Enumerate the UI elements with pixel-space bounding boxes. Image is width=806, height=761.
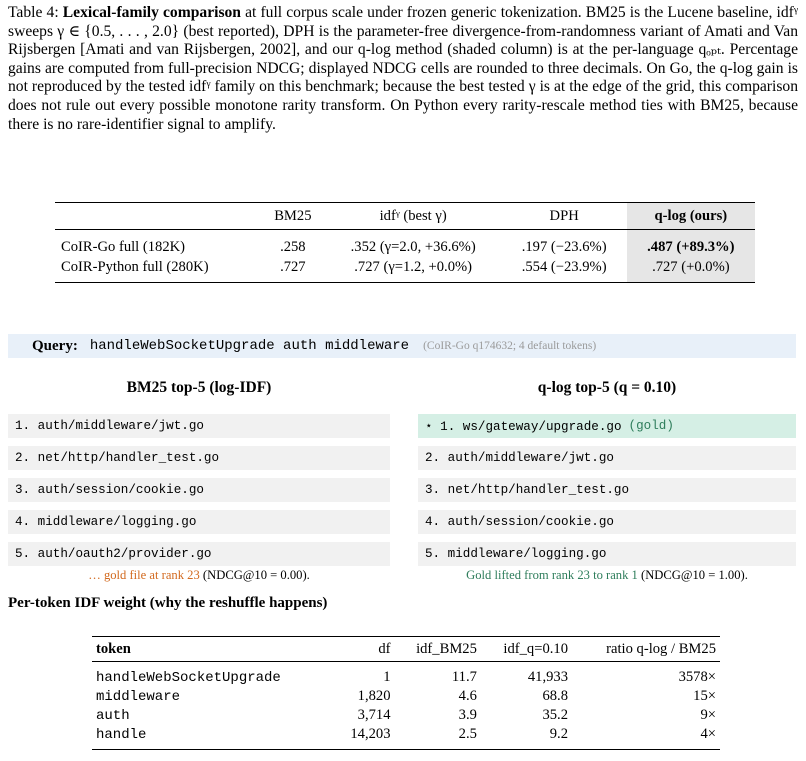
bm25-title: BM25 top-5 (log-IDF): [126, 379, 272, 396]
idf-cell-token: middleware: [96, 688, 181, 705]
idf-header-token: token: [92, 637, 334, 662]
bm25-footer-highlight: … gold file at rank 23: [88, 568, 200, 582]
cell-idf: .352 (γ=2.0, +36.6%): [350, 238, 476, 255]
idf-row: [92, 687, 720, 706]
idf-header-ratio: ratio q-log / BM25: [572, 637, 720, 662]
qlog-title: q-log top-5 (q = 0.10): [537, 379, 677, 396]
idf-row: [92, 725, 720, 750]
bm25-footer: [8, 568, 390, 583]
bm25-result-item: 4. middleware/logging.go: [8, 510, 390, 534]
qlog-result-item: 4. auth/session/cookie.go: [418, 510, 796, 534]
qlog-gold-result-item: [418, 414, 796, 438]
idf-cell-token: auth: [96, 707, 130, 724]
comparison-header-row: [55, 203, 755, 230]
qlog-footer-highlight: Gold lifted from rank 23 to rank 1: [466, 568, 638, 582]
comparison-header-idf: idfᵞ (best γ): [325, 203, 502, 230]
idf-cell-df: 1: [383, 669, 391, 685]
idf-cell-token: handleWebSocketUpgrade: [96, 669, 281, 686]
idf-cell-ratio: 4×: [572, 725, 720, 750]
qlog-footer-rest: (NDCG@10 = 1.00).: [637, 568, 748, 582]
comparison-header-bm25: BM25: [261, 203, 325, 230]
cell-dph: .197 (−23.6%): [521, 238, 607, 255]
qlog-result-item: 5. middleware/logging.go: [418, 542, 796, 566]
table-caption: [8, 4, 798, 134]
row-name: CoIR-Go full (182K): [61, 238, 186, 255]
idf-section-heading: Per-token IDF weight (why the reshuffle happens): [8, 595, 328, 611]
gold-item-path: ⋆ 1. ws/gateway/upgrade.go: [425, 420, 622, 434]
cell-dph: .554 (−23.9%): [502, 257, 627, 283]
idf-cell-ratio: 9×: [700, 707, 716, 723]
comparison-table: [55, 202, 755, 283]
qlog-result-list: [418, 414, 796, 574]
idf-cell-ratio: 15×: [693, 688, 716, 704]
cell-bm25: .727: [261, 257, 325, 283]
idf-header-df: df: [334, 637, 394, 662]
idf-cell-idf-bm25: 3.9: [458, 707, 477, 723]
idf-cell-df: 1,820: [357, 688, 391, 704]
query-meta: (CoIR-Go q174632; 4 default tokens): [423, 340, 597, 352]
comparison-row-go: [55, 230, 755, 258]
cell-bm25: .258: [280, 238, 306, 255]
qlog-footer: [418, 568, 796, 583]
comparison-header-empty: [55, 203, 261, 230]
bm25-result-list: [8, 414, 390, 574]
idf-header-idf-bm25: idf_BM25: [395, 637, 481, 662]
idf-cell-idf-q: 9.2: [481, 725, 572, 750]
cell-qlog: .727 (+0.0%): [627, 257, 755, 283]
qlog-result-item: 3. net/http/handler_test.go: [418, 478, 796, 502]
bm25-footer-rest: (NDCG@10 = 0.00).: [199, 568, 310, 582]
cell-idf: .727 (γ=1.2, +0.0%): [325, 257, 502, 283]
idf-cell-idf-bm25: 2.5: [395, 725, 481, 750]
bm25-result-item: 3. auth/session/cookie.go: [8, 478, 390, 502]
cell-qlog: .487 (+89.3%): [627, 230, 755, 258]
row-name: CoIR-Python full (280K): [55, 257, 261, 283]
bm25-result-item: 1. auth/middleware/jwt.go: [8, 414, 390, 438]
query-bar: [8, 334, 796, 358]
idf-cell-idf-bm25: 11.7: [451, 669, 477, 685]
idf-cell-idf-q: 68.8: [542, 688, 568, 704]
gold-tag: (gold): [628, 419, 674, 433]
caption-label: Table 4:: [8, 4, 59, 21]
caption-body: at full corpus scale under frozen generic tokenization. BM25 is the Lucene baseline, idfᵞ sweeps γ ∈ {0.5, . . . , 2.0} (best reported), DPH is the parameter-free divergence-from-randomness variant of Amati and Van Rijsbergen [Amati and van Rijsbergen, 2002], and our q-log method (shaded column) is at the per-language qₒₚₜ. Percentage gains are computed from full-precision NDCG; displayed NDCG cells are rounded to three decimals. On Go, the q-log gain is not reproduced by the tested idfᵞ family on this benchmark; because the best tested γ is at the edge of the grid, this comparison does not rule out every possible monotone rarity transform. On Python every rarity-rescale method ties with BM25, because there is no rare-identifier signal to amplify.: [8, 4, 798, 133]
idf-cell-idf-q: 41,933: [527, 669, 568, 685]
idf-cell-ratio: 3578×: [678, 669, 716, 685]
comparison-header-qlog: q-log (ours): [627, 203, 755, 230]
comparison-row-python: [55, 257, 755, 283]
idf-cell-idf-bm25: 4.6: [458, 688, 477, 704]
idf-table: [92, 636, 720, 750]
caption-title: Lexical-family comparison: [62, 4, 241, 21]
bm25-result-item: 2. net/http/handler_test.go: [8, 446, 390, 470]
comparison-header-dph: DPH: [502, 203, 627, 230]
bm25-result-item: 5. auth/oauth2/provider.go: [8, 542, 390, 566]
idf-header-row: [92, 637, 720, 662]
idf-row: [92, 706, 720, 725]
idf-header-idf-q: idf_q=0.10: [481, 637, 572, 662]
idf-cell-df: 14,203: [334, 725, 394, 750]
idf-cell-idf-q: 35.2: [542, 707, 568, 723]
query-label: Query:: [32, 337, 78, 354]
idf-cell-token: handle: [92, 725, 334, 750]
query-text: handleWebSocketUpgrade auth middleware: [89, 338, 410, 354]
qlog-result-item: 2. auth/middleware/jwt.go: [418, 446, 796, 470]
idf-cell-df: 3,714: [357, 707, 391, 723]
idf-row: [92, 662, 720, 688]
